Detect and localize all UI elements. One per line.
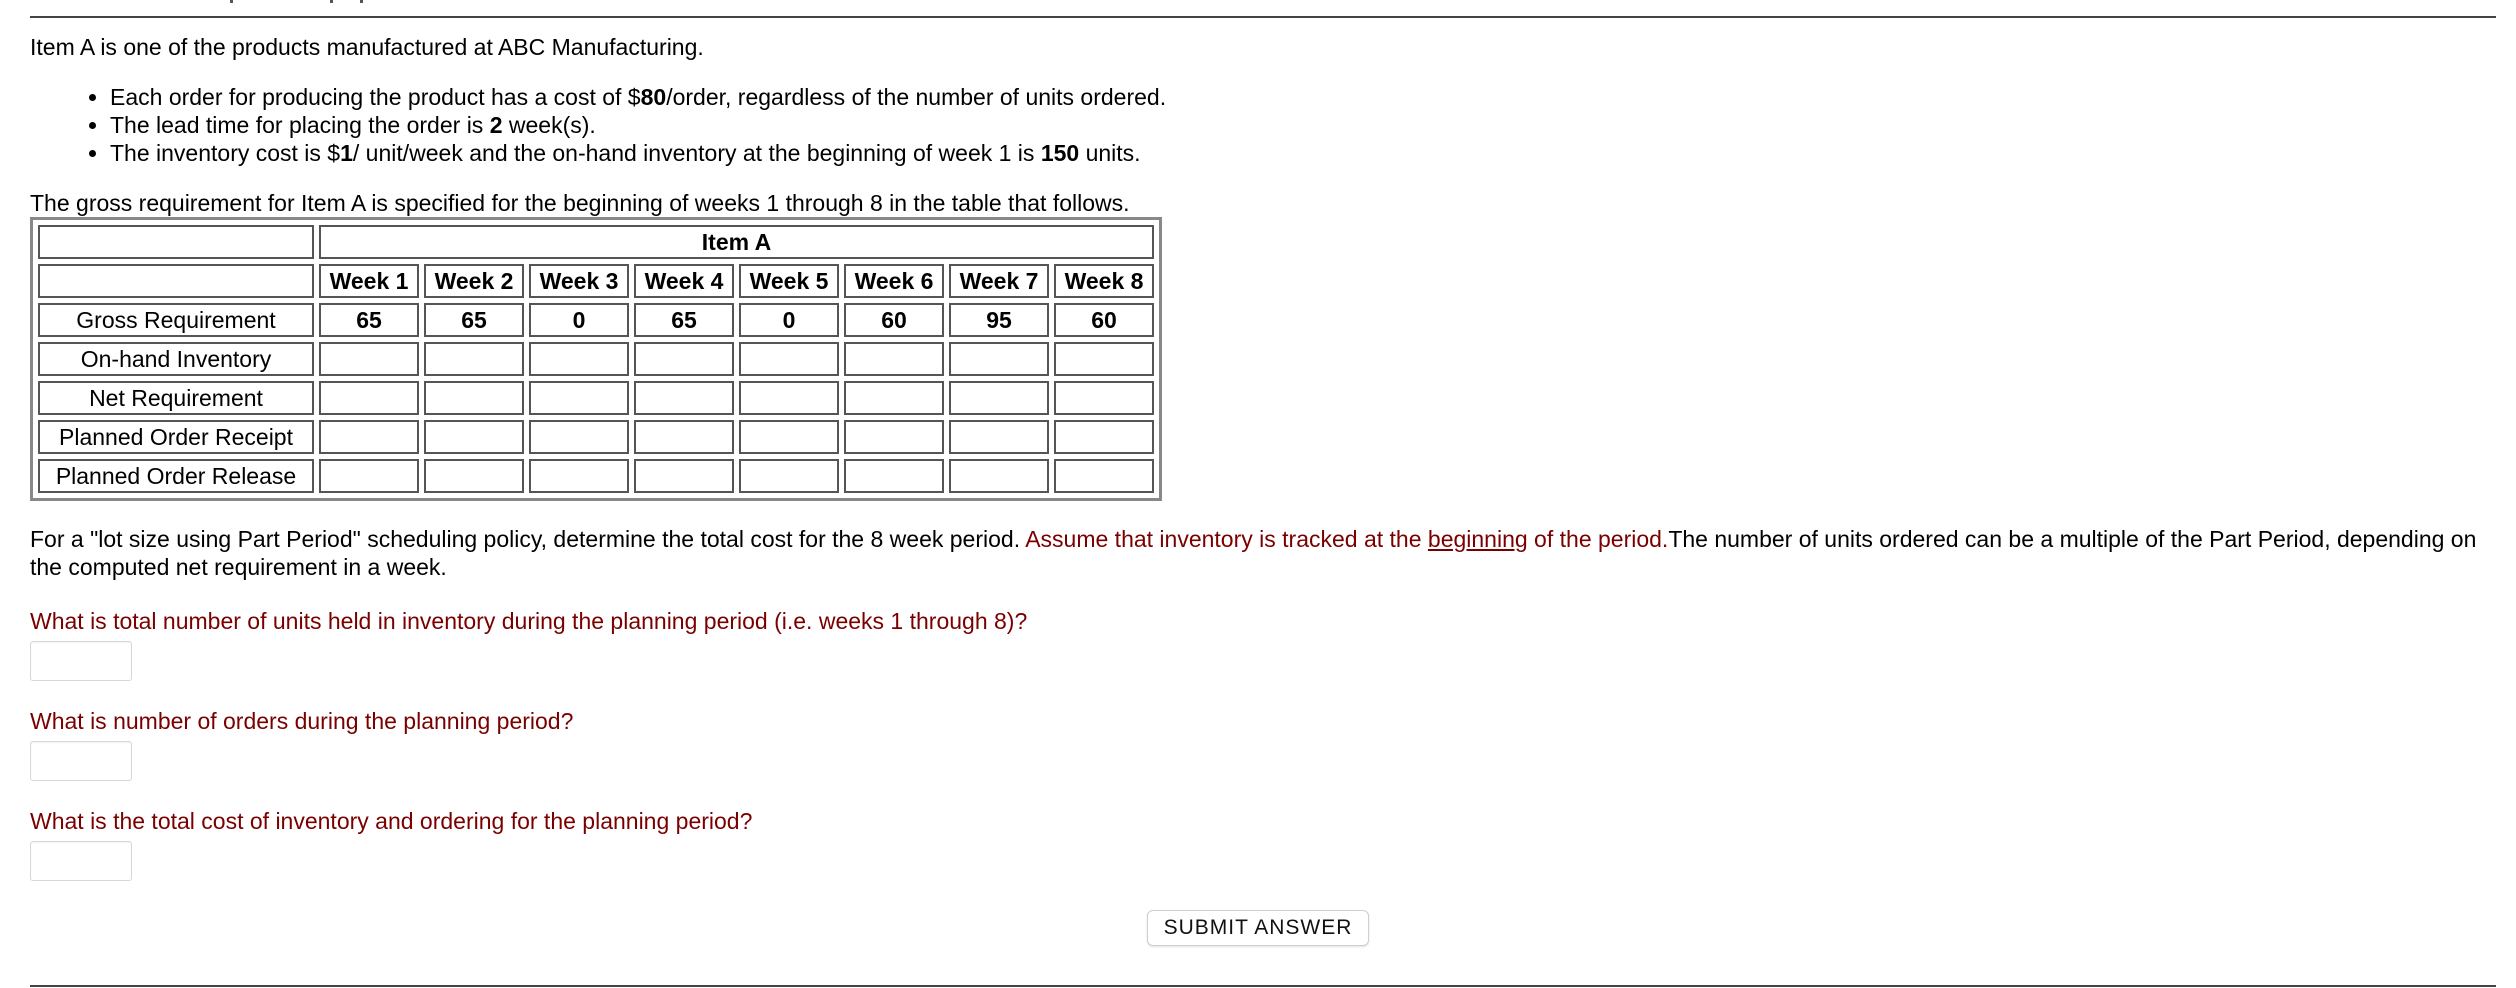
week-corner-cell — [38, 264, 314, 298]
table-cell: 60 — [1054, 303, 1154, 337]
table-cell — [424, 342, 524, 376]
table-row-on-hand-inventory — [38, 342, 1154, 376]
row-label: On-hand Inventory — [38, 342, 314, 376]
answer-total-cost-input[interactable] — [30, 841, 132, 881]
table-cell: 95 — [949, 303, 1049, 337]
table-cell — [949, 342, 1049, 376]
table-cell — [844, 459, 944, 493]
table-cell: 65 — [319, 303, 419, 337]
row-label: Planned Order Release — [38, 459, 314, 493]
table-cell — [949, 381, 1049, 415]
table-cell — [739, 381, 839, 415]
table-cell: 0 — [529, 303, 629, 337]
table-cell — [529, 420, 629, 454]
table-cell: 65 — [424, 303, 524, 337]
bullet-inventory-cost: • The inventory cost is $1/ unit/week and the on-hand inventory at the beginning of week 1 is 150 units. — [110, 139, 2496, 167]
table-cell — [529, 381, 629, 415]
table-cell — [844, 342, 944, 376]
assumptions-list — [30, 83, 2496, 167]
gross-requirement-intro: The gross requirement for Item A is specified for the beginning of weeks 1 through 8 in the table that follows. — [30, 190, 1130, 216]
table-cell: 65 — [634, 303, 734, 337]
answer-total-units-input[interactable] — [30, 641, 132, 681]
policy-paragraph: For a "lot size using Part Period" scheduling policy, determine the total cost for the 8 week period. Assume that inventory is tracked at the beginning of the period.The number of units ordered can be a multiple of the Part Period, depending on the computed net requirement in a week. — [30, 526, 2477, 580]
beginning-underline: beginning — [1427, 526, 1528, 552]
submit-area — [0, 910, 2516, 946]
table-cell — [739, 459, 839, 493]
top-rule-fragment — [210, 0, 380, 4]
table-cell — [529, 459, 629, 493]
table-cell — [739, 420, 839, 454]
table-row-planned-order-receipt — [38, 420, 1154, 454]
table-cell — [739, 342, 839, 376]
table-cell — [1054, 342, 1154, 376]
table-cell: 60 — [844, 303, 944, 337]
table-cell — [1054, 381, 1154, 415]
question-number-orders: What is number of orders during the planning period? — [30, 708, 574, 734]
intro-text: Item A is one of the products manufactured at ABC Manufacturing. — [30, 34, 704, 60]
table-cell — [424, 459, 524, 493]
bullet-order-cost: • Each order for producing the product has a cost of $80/order, regardless of the number of units ordered. — [110, 83, 2496, 111]
table-cell — [634, 459, 734, 493]
table-cell — [1054, 420, 1154, 454]
table-cell — [319, 381, 419, 415]
table-cell — [844, 420, 944, 454]
table-cell — [949, 420, 1049, 454]
row-label: Net Requirement — [38, 381, 314, 415]
table-row-net-requirement — [38, 381, 1154, 415]
table-row-planned-order-release — [38, 459, 1154, 493]
week-header: Week 3 — [529, 264, 629, 298]
table-cell — [949, 459, 1049, 493]
table-cell — [424, 420, 524, 454]
table-cell — [844, 381, 944, 415]
table-row-gross-requirement — [38, 303, 1154, 337]
table-cell — [634, 420, 734, 454]
row-label: Gross Requirement — [38, 303, 314, 337]
table-cell — [529, 342, 629, 376]
row-label: Planned Order Receipt — [38, 420, 314, 454]
table-cell — [634, 381, 734, 415]
table-corner-cell — [38, 225, 314, 259]
table-cell — [319, 420, 419, 454]
question-total-units: What is total number of units held in inventory during the planning period (i.e. weeks 1 through 8)? — [30, 608, 1028, 634]
week-header: Week 7 — [949, 264, 1049, 298]
table-header-row — [38, 225, 1154, 259]
bullet-lead-time: • The lead time for placing the order is 2 week(s). — [110, 111, 2496, 139]
bottom-divider — [30, 985, 2496, 987]
top-divider — [30, 16, 2496, 18]
week-header: Week 4 — [634, 264, 734, 298]
table-cell: 0 — [739, 303, 839, 337]
item-header: Item A — [319, 225, 1154, 259]
week-header: Week 6 — [844, 264, 944, 298]
table-cell — [1054, 459, 1154, 493]
week-header-row — [38, 264, 1154, 298]
answer-number-orders-input[interactable] — [30, 741, 132, 781]
table-cell — [319, 459, 419, 493]
table-cell — [319, 342, 419, 376]
submit-answer-button[interactable]: SUBMIT ANSWER — [1147, 910, 1370, 946]
mrp-table — [30, 217, 1162, 501]
table-cell — [424, 381, 524, 415]
question-total-cost: What is the total cost of inventory and ordering for the planning period? — [30, 808, 753, 834]
week-header: Week 1 — [319, 264, 419, 298]
week-header: Week 5 — [739, 264, 839, 298]
week-header: Week 2 — [424, 264, 524, 298]
table-cell — [634, 342, 734, 376]
week-header: Week 8 — [1054, 264, 1154, 298]
question-content — [30, 30, 2496, 881]
